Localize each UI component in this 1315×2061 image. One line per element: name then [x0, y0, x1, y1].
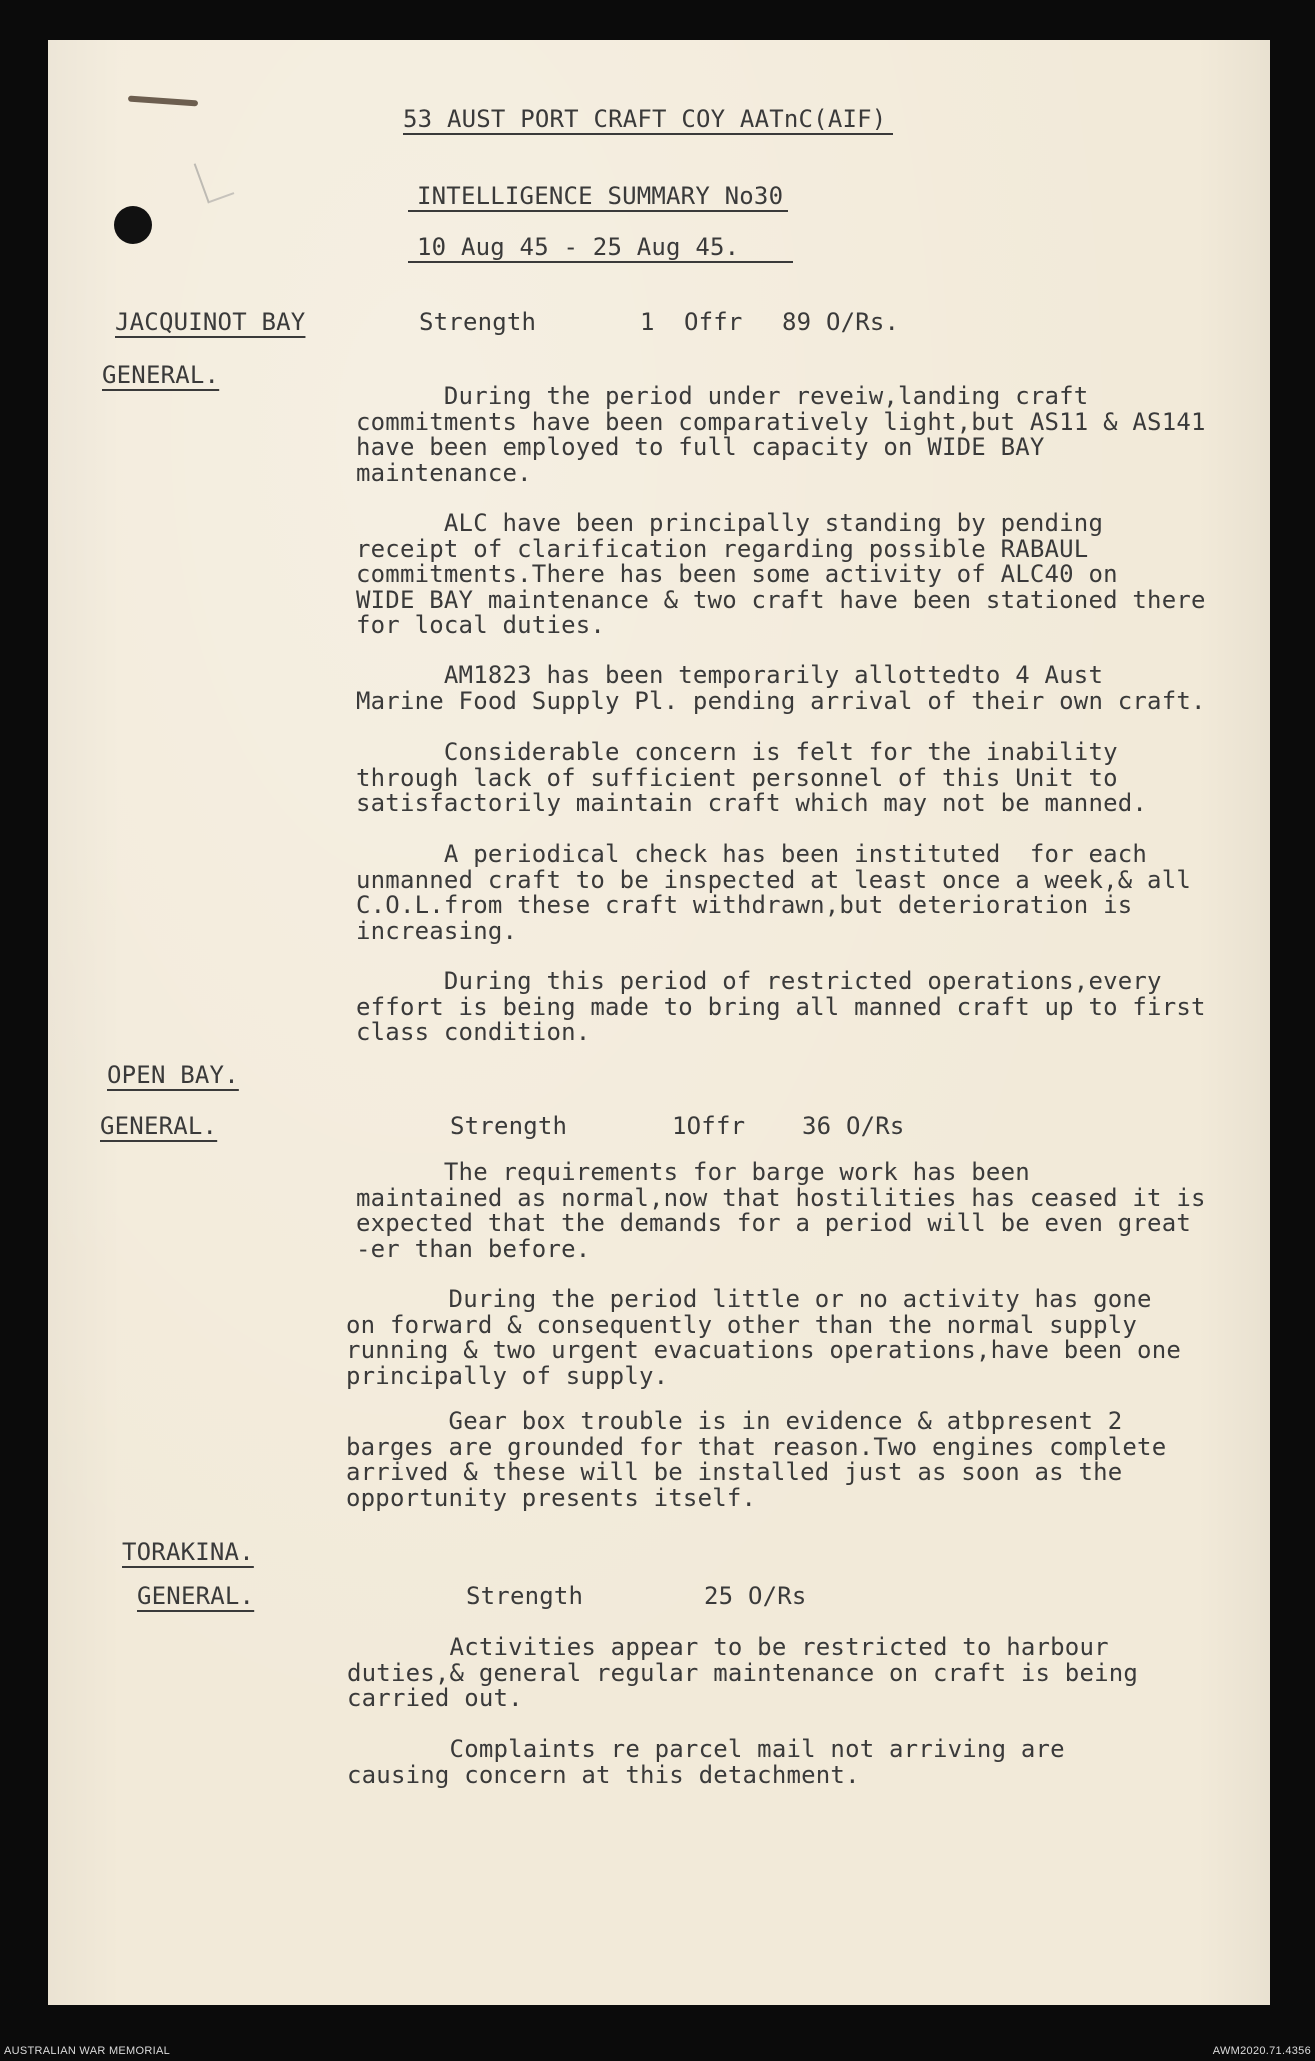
strength-offr: 1Offr	[672, 1112, 746, 1140]
unit-heading: 53 AUST PORT CRAFT COY AATnC(AIF)	[403, 105, 887, 133]
strength-label: Strength	[450, 1112, 568, 1140]
footer-archive-label: AUSTRALIAN WAR MEMORIAL	[4, 2045, 171, 2057]
location-jacquinot-bay: JACQUINOT BAY	[115, 308, 306, 336]
title-underline	[408, 210, 788, 212]
paragraph: During the period little or no activity has gone on forward & consequently other than the normal supply running & two urgent evacuations operations,have been one principally of supply.	[346, 1285, 1182, 1390]
strength-ors: 36 O/Rs	[802, 1112, 905, 1140]
summary-dates: 10 Aug 45 - 25 Aug 45.	[417, 233, 740, 261]
paragraph: Complaints re parcel mail not arriving are causing concern at this detachment.	[347, 1735, 1065, 1789]
strength-ors: 89 O/Rs.	[782, 308, 900, 336]
subheading-general: GENERAL.	[137, 1582, 255, 1610]
location-open-bay: OPEN BAY.	[107, 1061, 239, 1089]
location-torakina: TORAKINA.	[122, 1538, 254, 1566]
punch-hole	[114, 206, 152, 244]
summary-title: INTELLIGENCE SUMMARY No30	[417, 182, 784, 210]
paragraph: Gear box trouble is in evidence & atbpresent 2 barges are grounded for that reason.Two engines complete arrived & these will be installed just as soon as the opportunity presents itself.	[346, 1407, 1167, 1512]
paragraph: Considerable concern is felt for the inability through lack of sufficient personnel of this Unit to satisfactorily maintain craft which may not be manned.	[356, 738, 1148, 817]
paragraph: AM1823 has been temporarily allottedto 4 Aust Marine Food Supply Pl. pending arrival of their own craft.	[356, 661, 1206, 715]
paragraph: ALC have been principally standing by pending receipt of clarification regarding possible RABAUL commitments.There has been some activity of ALC40 on WIDE BAY maintenance & two craft have been stationed there for local duties.	[356, 509, 1206, 639]
paragraph: A periodical check has been instituted for each unmanned craft to be inspected at least once a week,& all C.O.L.from these craft withdrawn,but deterioration is increasing.	[356, 840, 1192, 945]
strength-ors: 25 O/Rs	[704, 1582, 807, 1610]
paragraph: During this period of restricted operations,every effort is being made to bring all manned craft up to first class condition.	[356, 967, 1206, 1046]
subheading-general: GENERAL.	[100, 1112, 218, 1140]
dates-underline	[408, 261, 793, 263]
strength-label: Strength	[466, 1582, 584, 1610]
paragraph: During the period under reveiw,landing craft commitments have been comparatively light,but AS11 & AS141 have been employed to full capacity on WIDE BAY maintenance.	[356, 382, 1206, 487]
strength-offr: 1 Offr	[640, 308, 743, 336]
paragraph: Activities appear to be restricted to harbour duties,& general regular maintenance on craft is being carried out.	[347, 1633, 1139, 1712]
footer-accession-number: AWM2020.71.4356	[1212, 2045, 1311, 2057]
paragraph: The requirements for barge work has been maintained as normal,now that hostilities has ceased it is expected that the demands for a period will be even great -er than before.	[356, 1158, 1206, 1263]
strength-label: Strength	[419, 308, 537, 336]
heading-underline	[403, 133, 893, 135]
subheading-general: GENERAL.	[102, 361, 220, 389]
